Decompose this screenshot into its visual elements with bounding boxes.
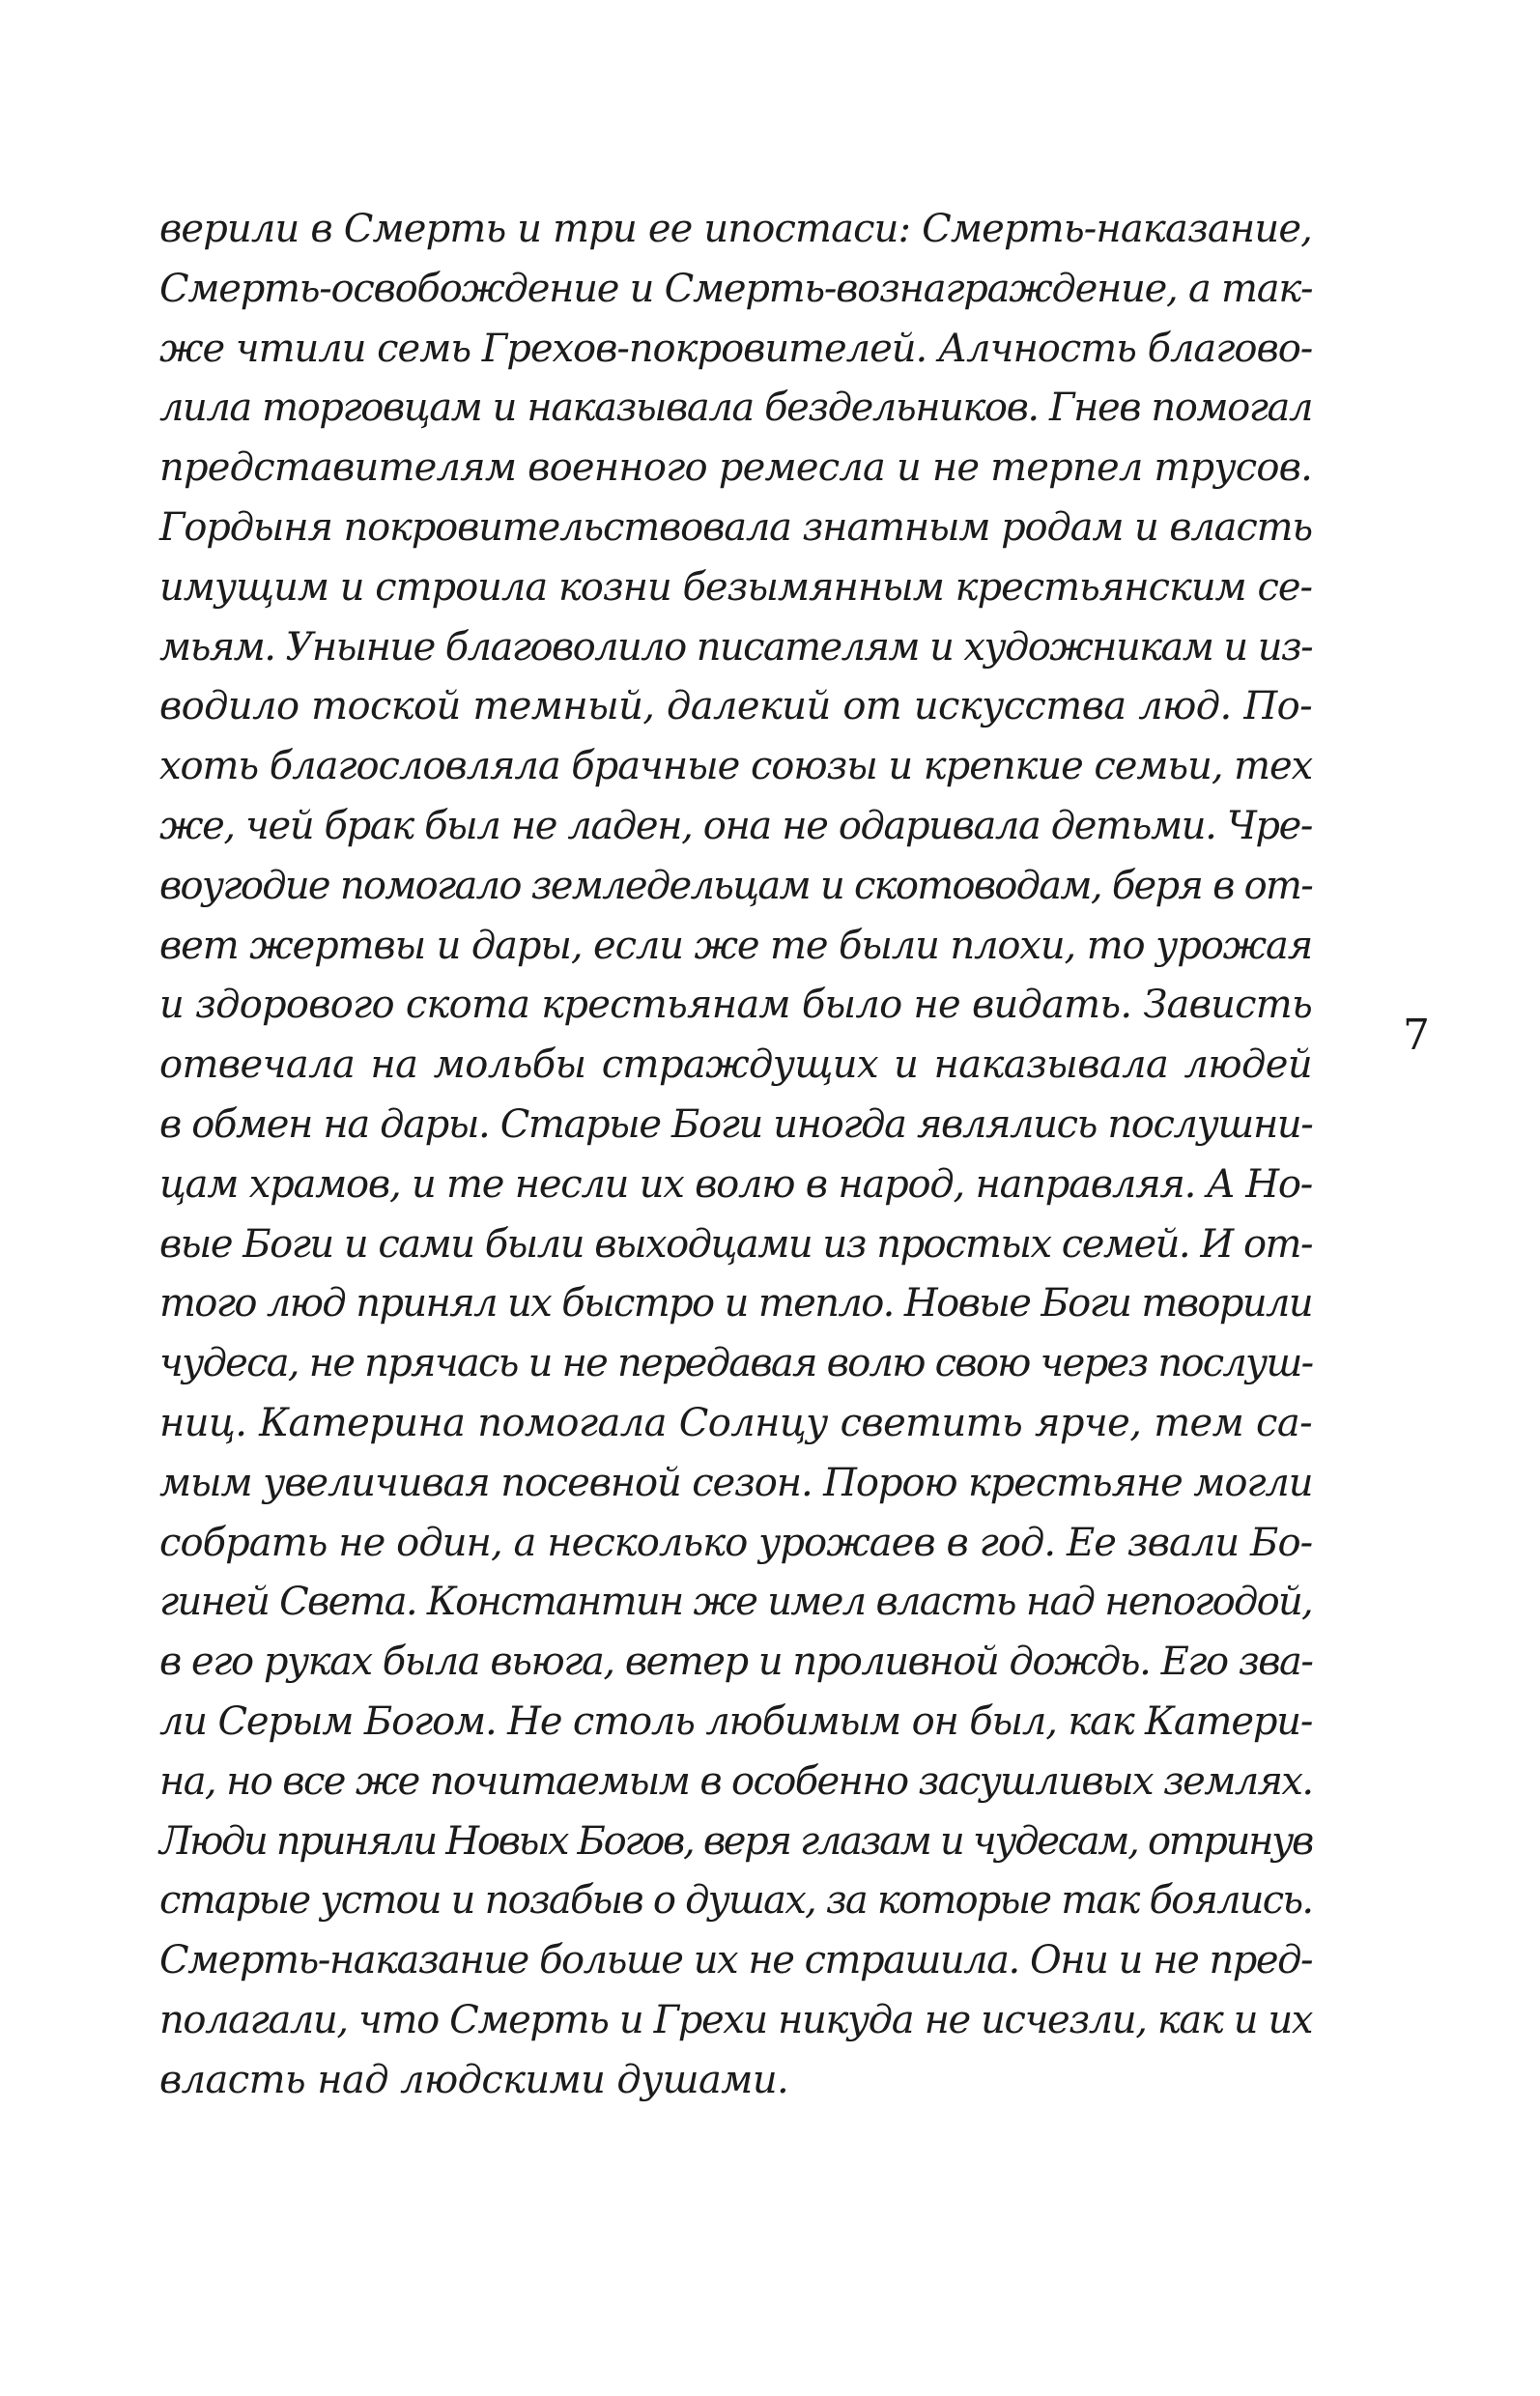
text-line: лила торговцам и наказывала бездельников. Гнев помогал bbox=[159, 385, 1312, 431]
text-line: отвечала на мольбы страждущих и наказывала людей bbox=[159, 1042, 1312, 1088]
text-line: полагали, что Смерть и Грехи никуда не исчезли, как и их bbox=[159, 1997, 1312, 2042]
text-line: на, но все же почитаемым в особенно засушливых землях. bbox=[159, 1758, 1313, 1804]
text-line: же чтили семь Грехов-покровителей. Алчность благово- bbox=[159, 326, 1313, 371]
text-line: Смерть-наказание больше их не страшила. Они и не пред- bbox=[159, 1938, 1312, 1983]
text-line: того люд принял их быстро и тепло. Новые Боги творили bbox=[159, 1281, 1312, 1326]
text-line: ниц. Катерина помогала Солнцу светить ярче, тем са- bbox=[159, 1400, 1312, 1445]
text-line: в его руках была вьюга, ветер и проливной дождь. Его зва- bbox=[159, 1640, 1313, 1685]
text-line: же, чей брак был не ладен, она не одаривала детьми. Чре- bbox=[159, 803, 1312, 848]
text-line: гиней Света. Константин же имел власть над непогодой, bbox=[159, 1580, 1312, 1625]
text-line: водило тоской темный, далекий от искусства люд. По- bbox=[159, 684, 1312, 729]
text-line: воугодие помогало земледельцам и скотоводам, беря в от- bbox=[159, 863, 1312, 908]
text-line: и здорового скота крестьянам было не видать. Зависть bbox=[159, 983, 1312, 1028]
text-line: чудеса, не прячась и не передавая волю свою через послуш- bbox=[159, 1341, 1313, 1386]
text-line: Гордыня покровительствовала знатным родам и власть bbox=[159, 504, 1312, 550]
page-number: 7 bbox=[1403, 1011, 1430, 1060]
text-line-last: власть над людскими душами. bbox=[159, 2057, 789, 2102]
text-line: Люди приняли Новых Богов, веря глазам и чудесам, отринув bbox=[159, 1818, 1312, 1864]
text-line: цам храмов, и те несли их волю в народ, направляя. А Но- bbox=[159, 1161, 1312, 1207]
text-line: хоть благословляла брачные союзы и крепкие семьи, тех bbox=[159, 744, 1313, 789]
text-line: вые Боги и сами были выходцами из простых семей. И от- bbox=[159, 1221, 1312, 1267]
text-line: Смерть-освобождение и Смерть-вознаграждение, а так- bbox=[159, 266, 1313, 311]
text-line: старые устои и позабыв о душах, за которые так боялись. bbox=[159, 1878, 1313, 1924]
text-line: собрать не один, а несколько урожаев в год. Ее звали Бо- bbox=[159, 1520, 1313, 1565]
text-line: верили в Смерть и три ее ипостаси: Смерть-наказание, bbox=[159, 207, 1312, 251]
body-text bbox=[159, 200, 1312, 2111]
text-line: имущим и строила козни безымянным крестьянским се- bbox=[159, 564, 1312, 610]
text-line: в обмен на дары. Старые Боги иногда являлись послушни- bbox=[159, 1101, 1313, 1147]
text-line: мым увеличивая посевной сезон. Порою крестьяне могли bbox=[159, 1460, 1313, 1505]
text-line: вет жертвы и дары, если же те были плохи, то урожая bbox=[159, 923, 1313, 968]
text-line: ли Серым Богом. Не столь любимым он был, как Катери- bbox=[159, 1698, 1313, 1744]
text-line: представителям военного ремесла и не терпел трусов. bbox=[159, 445, 1313, 491]
text-line: мьям. Уныние благоволило писателям и художникам и из- bbox=[159, 624, 1313, 670]
